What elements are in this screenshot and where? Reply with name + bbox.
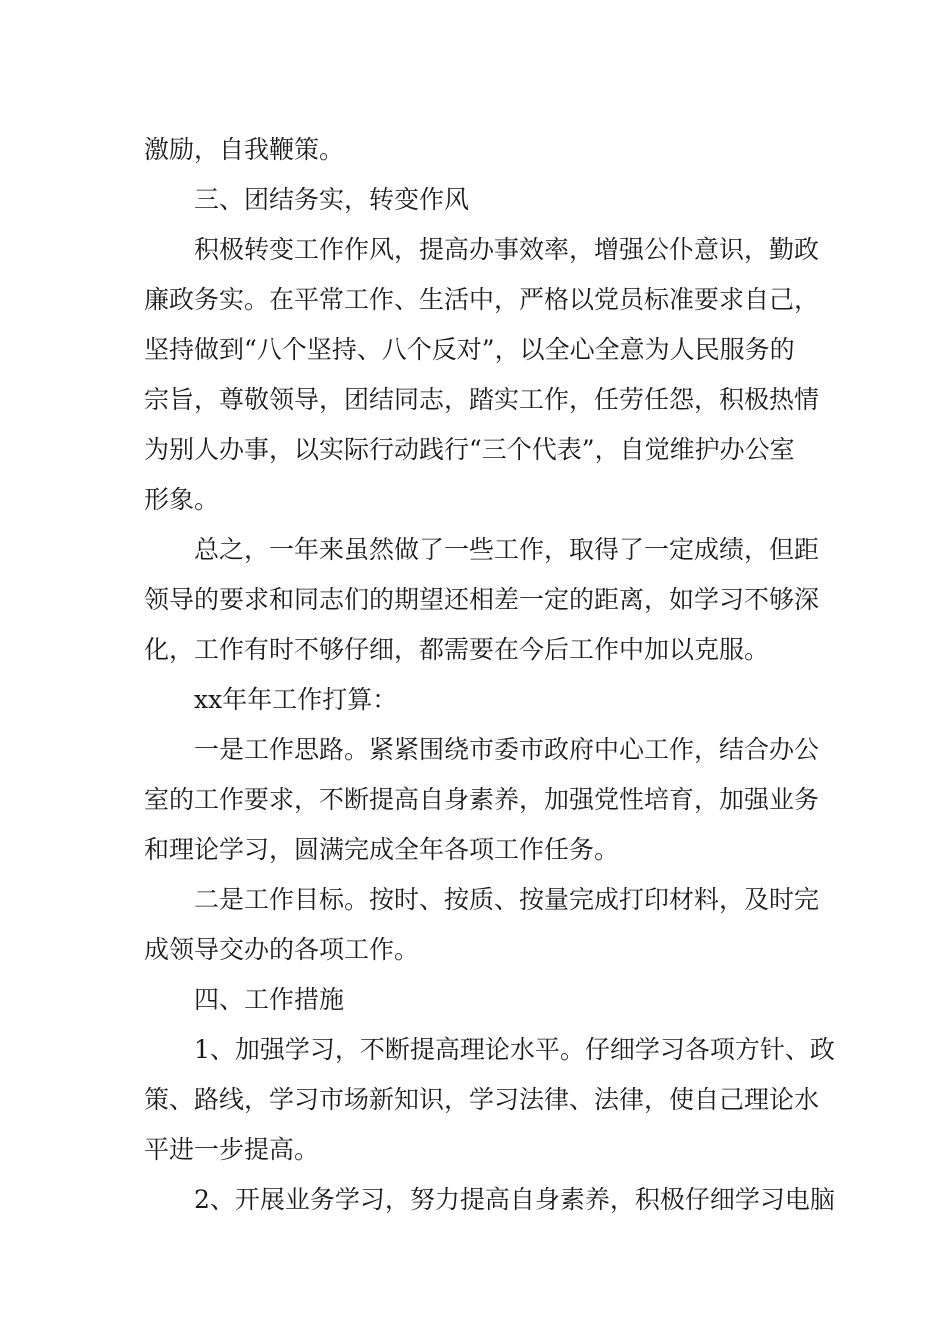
paragraph-line: 领导的要求和同志们的期望还相差一定的距离，如学习不够深	[144, 585, 820, 614]
paragraph-line: 形象。	[144, 485, 220, 514]
section-heading: 四、工作措施	[194, 985, 345, 1014]
paragraph-line: 成领导交办的各项工作。	[144, 935, 420, 964]
paragraph-line: 一是工作思路。紧紧围绕市委市政府中心工作，结合办公	[194, 735, 820, 764]
paragraph-line: 宗旨，尊敬领导，团结同志，踏实工作，任劳任怨，积极热情	[144, 385, 820, 414]
paragraph-line: 坚持做到“八个坚持、八个反对”，以全心全意为人民服务的	[144, 335, 795, 364]
section-heading: 三、团结务实，转变作风	[194, 185, 470, 214]
paragraph-line: 为别人办事，以实际行动践行“三个代表”，自觉维护办公室	[144, 435, 795, 464]
paragraph-line: 廉政务实。在平常工作、生活中，严格以党员标准要求自己，	[144, 285, 820, 314]
paragraph-line: 1、加强学习，不断提高理论水平。仔细学习各项方针、政	[194, 1035, 835, 1064]
paragraph-line: 策、路线，学习市场新知识，学习法律、法律，使自己理论水	[144, 1085, 820, 1114]
paragraph-line: 平进一步提高。	[144, 1135, 320, 1164]
paragraph-line: 化，工作有时不够仔细，都需要在今后工作中加以克服。	[144, 635, 770, 664]
paragraph-line: 二是工作目标。按时、按质、按量完成打印材料，及时完	[194, 885, 820, 914]
section-heading: xx年年工作打算：	[194, 685, 398, 714]
paragraph-line: 室的工作要求，不断提高自身素养，加强党性培育，加强业务	[144, 785, 820, 814]
paragraph-line: 和理论学习，圆满完成全年各项工作任务。	[144, 835, 620, 864]
paragraph-line: 2、开展业务学习，努力提高自身素养，积极仔细学习电脑	[194, 1185, 835, 1214]
paragraph-line: 总之，一年来虽然做了一些工作，取得了一定成绩，但距	[194, 535, 820, 564]
paragraph-line: 激励，自我鞭策。	[144, 135, 345, 164]
paragraph-line: 积极转变工作作风，提高办事效率，增强公仆意识，勤政	[194, 235, 820, 264]
